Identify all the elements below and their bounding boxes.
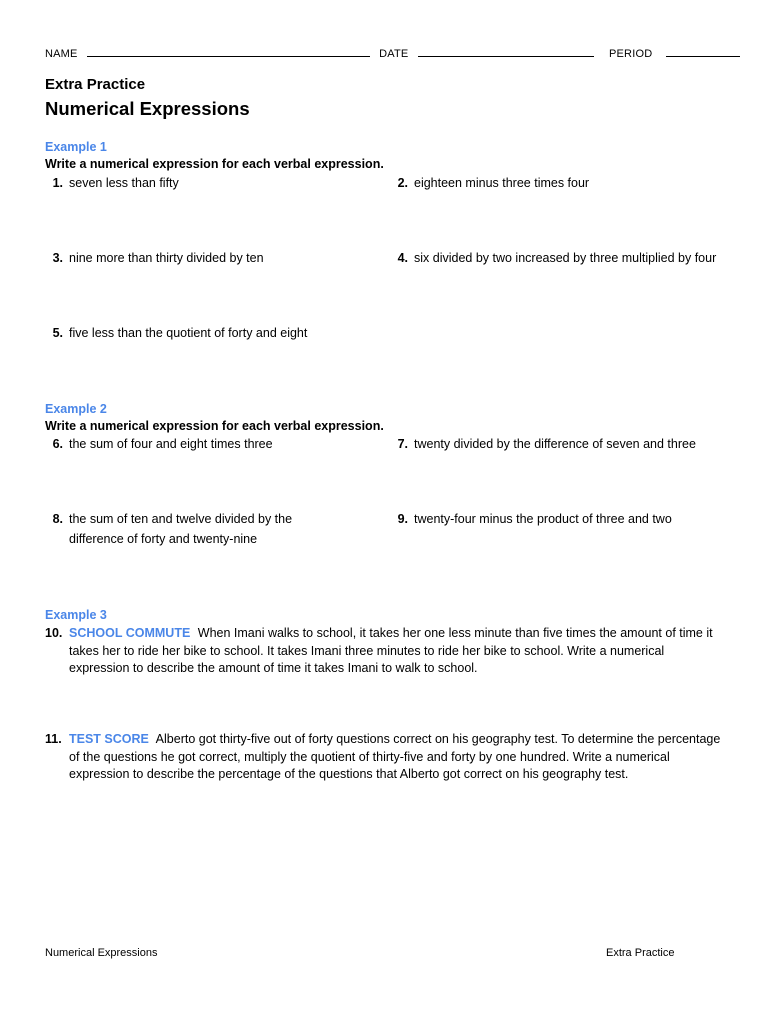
problem-text: five less than the quotient of forty and eight (69, 326, 308, 340)
problem-text: the sum of four and eight times three (69, 437, 273, 451)
period-field[interactable] (666, 46, 740, 57)
problem-number: 10. (45, 626, 63, 640)
example-1-directions: Write a numerical expression for each verbal expression. (45, 157, 384, 171)
problem-keyword: TEST SCORE (69, 732, 149, 746)
problem-8-continued (69, 532, 257, 546)
period-label: PERIOD (608, 48, 653, 60)
page-title: Numerical Expressions (45, 98, 250, 119)
problem-number: 2. (397, 176, 408, 190)
problem-number: 8. (52, 512, 63, 526)
date-field[interactable] (418, 46, 594, 57)
problem-text-line-2: difference of forty and twenty-nine (69, 532, 258, 546)
problem-number: 11. (45, 732, 62, 746)
problem-8 (45, 512, 292, 526)
example-2-directions: Write a numerical expression for each verbal expression. (45, 419, 384, 433)
footer-left: Numerical Expressions (45, 947, 158, 959)
name-field[interactable] (87, 46, 370, 57)
footer-right: Extra Practice (606, 947, 675, 959)
problem-text: When Imani walks to school, it takes her one less minute than five times the amount of time it takes her to ride her bike to school. It takes Imani three minutes to ride her bike to school. Write a numerical expression to describe the amount of time it takes Imani to walk to school. (69, 626, 713, 675)
example-1-label: Example 1 (45, 140, 107, 154)
problem-text: nine more than thirty divided by ten (69, 251, 264, 265)
problem-text: twenty-four minus the product of three and two (414, 512, 672, 526)
problem-number: 9. (397, 512, 408, 526)
problem-4 (390, 251, 716, 265)
problem-body (69, 625, 725, 678)
problem-number: 6. (52, 437, 63, 451)
problem-11 (45, 731, 725, 784)
problem-text: twenty divided by the difference of seven and three (414, 437, 696, 451)
problem-body (69, 731, 725, 784)
problem-number: 1. (52, 176, 63, 190)
problem-number: 7. (397, 437, 408, 451)
problem-7 (390, 437, 696, 451)
problem-keyword: SCHOOL COMMUTE (69, 626, 191, 640)
problem-number: 3. (52, 251, 63, 265)
example-3-label: Example 3 (45, 608, 107, 622)
problem-1 (45, 176, 179, 190)
problem-text: eighteen minus three times four (414, 176, 590, 190)
problem-5 (45, 326, 307, 340)
problem-text: seven less than fifty (69, 176, 179, 190)
problem-number: 4. (397, 251, 408, 265)
problem-9 (390, 512, 672, 526)
date-label: DATE (379, 48, 409, 60)
student-info-header (45, 46, 740, 60)
name-label: NAME (45, 48, 78, 60)
problem-10 (45, 625, 725, 678)
problem-number: 5. (52, 326, 63, 340)
problem-text: the sum of ten and twelve divided by the (69, 512, 293, 526)
example-2-label: Example 2 (45, 402, 107, 416)
problem-text: Alberto got thirty-five out of forty questions correct on his geography test. To determine the percentage of the questions he got correct, multiply the quotient of thirty-five and forty by one hundred. Write a numerical expression to describe the percentage of the questions that Alberto got correct on his geography test. (69, 732, 721, 781)
problem-text: six divided by two increased by three multiplied by four (414, 251, 717, 265)
problem-3 (45, 251, 264, 265)
problem-6 (45, 437, 273, 451)
problem-2 (390, 176, 589, 190)
worksheet-subtitle: Extra Practice (45, 76, 146, 93)
